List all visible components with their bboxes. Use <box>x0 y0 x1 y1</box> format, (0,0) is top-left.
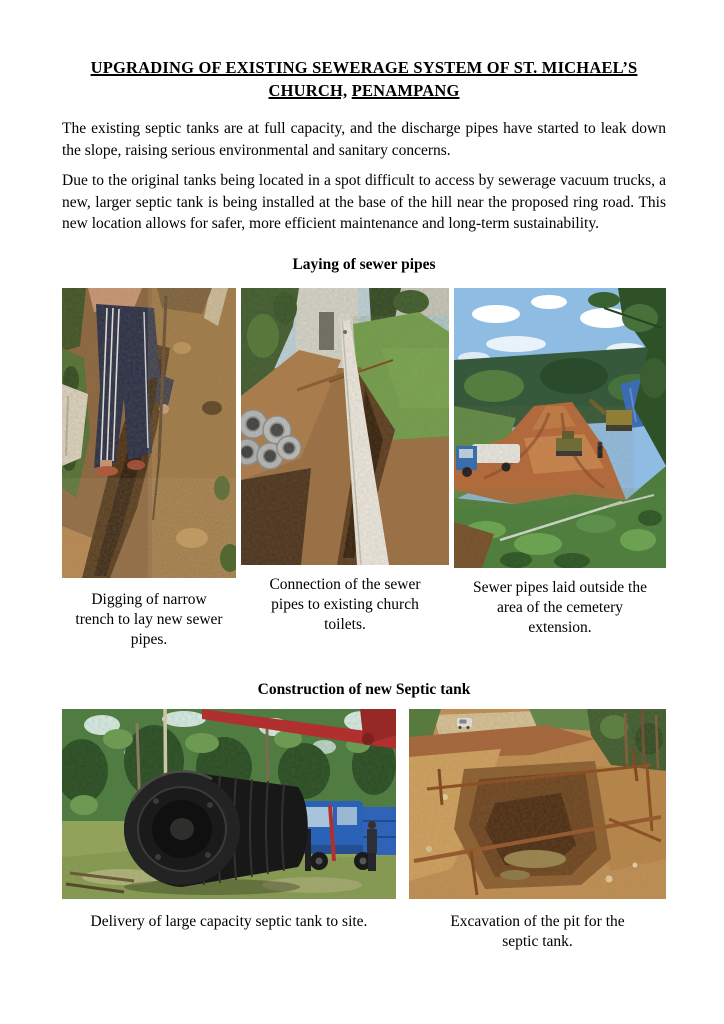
document-title <box>62 56 666 102</box>
section-heading-construction-septic-tank: Construction of new Septic tank <box>257 680 471 698</box>
photo-row-2 <box>62 709 666 952</box>
caption-pipe-connection: Connection of the sewer pipes to existing church toilets. <box>269 575 421 633</box>
photo-row-1 <box>62 288 666 650</box>
caption-digging-trench: Digging of narrow trench to lay new sewer pipes. <box>75 590 223 648</box>
figure-digging-trench <box>62 288 236 650</box>
photo-tank-delivery <box>62 709 396 899</box>
figure-tank-delivery <box>62 709 396 932</box>
photo-digging-trench <box>62 288 236 578</box>
section-heading-laying-of-sewer-pipes: Laying of sewer pipes <box>292 255 436 273</box>
paragraph-2: Due to the original tanks being located in a spot difficult to access by sewerage vacuum trucks, a new, larger septic tank is being installed at the base of the hill near the proposed ring road. This new location allows for safer, more efficient maintenance and long-term sustainability. <box>62 172 666 232</box>
photo-pit-excavation <box>409 709 666 899</box>
title-line2-word1: CHURCH, <box>268 81 348 100</box>
photo-cemetery-site <box>454 288 666 568</box>
paragraph-1: The existing septic tanks are at full capacity, and the discharge pipes have started to leak down the slope, raising serious environmental and sanitary concerns. <box>62 120 666 159</box>
caption-cemetery-site: Sewer pipes laid outside the area of the cemetery extension. <box>473 578 647 636</box>
figure-cemetery-site <box>454 288 666 638</box>
caption-pit-excavation: Excavation of the pit for the septic tank. <box>450 912 625 950</box>
caption-tank-delivery: Delivery of large capacity septic tank to site. <box>90 912 368 930</box>
title-line1: UPGRADING OF EXISTING SEWERAGE SYSTEM OF ST. MICHAEL’S <box>90 58 638 77</box>
photo-pipe-connection <box>241 288 449 565</box>
title-line2-word2: PENAMPANG <box>351 81 460 100</box>
figure-pit-excavation <box>409 709 666 952</box>
figure-pipe-connection <box>241 288 449 635</box>
